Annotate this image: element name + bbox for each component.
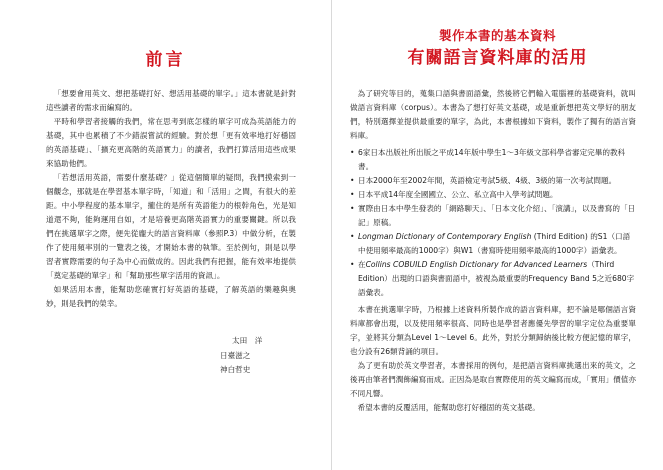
source-item (350, 188, 636, 202)
bullet-icon: • (350, 260, 355, 269)
source-item (350, 258, 636, 300)
body-paragraph: 本書在挑選單字時，乃根據上述資料所製作成的語言資料庫，把不論是哪個語言資料庫都會出現，以及使用頻率很高、同時也是學習者應優先學習的單字定位為重要單字，並將其分類為Level 1～Level 6。此外，對於分類歸納後比較方便記憶的單字，也分設有26類背誦的項目。 (350, 305, 636, 356)
source-prefix: 在 (358, 260, 366, 269)
bullet-icon: • (350, 176, 355, 185)
left-page (0, 0, 331, 470)
preface-paragraph: 平時和學習者接觸的我們，常在思考到底怎樣的單字可成為英語能力的基礎，其中也累積了不少錯誤嘗試的經驗。對於想「更有效率地打好穩固的英語基礎」、「擴充更高階的英語實力」的讀者，我們打算活用這些成果來協助他們。 (46, 117, 296, 168)
section-subtitle: 製作本書的基本資料 (438, 28, 556, 43)
source-text: 6家日本出版社所出版之平成14年版中學生1～3年級文部科學省審定完畢的教科書。 (358, 148, 626, 171)
dictionary-title: Longman Dictionary of Contemporary English (358, 232, 532, 241)
intro-paragraph: 為了研究等目的，蒐集口語與書面語彙，然後將它們輸入電腦裡的基礎資料，就叫做語言資料庫（corpus）。本書為了想打好英文基礎，或是重新想把英文學好的朋友們，特別選擇並提供最重要的單字，為此，本書根據如下資料，製作了獨有的語言資料庫。 (350, 89, 636, 140)
source-item (350, 202, 636, 230)
body-paragraph: 為了更有助於英文學習者，本書採用的例句，是把語言資料庫挑選出來的英文，之後再由筆者們潤飾編寫而成。正因為是取自實際使用的英文編寫而成，「實用」價值亦不同凡響。 (350, 361, 636, 398)
preface-paragraph: 「若想活用英語，需要什麼基礎？」從這個簡單的疑問，我們摸索到一個觀念，那就是在學習基本單字時，「知道」和「活用」之間，有很大的差距。中小學程度的基本單字，攏住的是所有英語能力的根幹角色，光是知道還不夠，能夠運用自如，才是培養更高階英語實力的重要關鍵。所以我們在挑選單字之際，便先從龐大的語言資料庫（參照P.3）中做分析，在製作了使用頻率別的一覽表之後，才開始本書的執筆。至於例句，則是以學習者實際需要的句子為中心而做成的。因此我們有把握，能有效率地提供「奠定基礎的單字」和「幫助那些單字活用的資訊」。 (46, 173, 296, 280)
source-text: (Third Edition) 的S1（口語中使用頻率最高的1000字）與W1（書寫時使用頻率最高的1000字）語彙表。 (358, 232, 631, 255)
source-text: 實際由日本中學生發表的「網路聊天」、「日本文化介紹」、「演講」，以及書寫的「日記」原稿。 (358, 204, 636, 227)
source-item (350, 174, 636, 188)
source-text: （Third Edition）出現的口語與書面語中，被視為最重要的Frequency Band 5之近680字語彙表。 (358, 260, 635, 297)
preface-paragraph: 「想要會用英文、想把基礎打好、想活用基礎的單字。」這本書就是針對這些讀者的需求而編寫的。 (46, 89, 296, 112)
author-name: 太田 洋 (232, 336, 263, 345)
source-text: 日本平成14年度全國國立、公立、私立高中入學考試問題。 (358, 190, 558, 199)
bullet-icon: • (350, 232, 355, 241)
bullet-icon: • (350, 204, 355, 213)
source-item (350, 230, 636, 258)
bullet-icon: • (350, 190, 355, 199)
source-text: 日本2000年至2002年間，英語檢定考試5級、4級、3級的第一次考試問題。 (358, 176, 617, 185)
right-page (332, 0, 663, 470)
corpus-body (350, 87, 636, 415)
source-item (350, 146, 636, 174)
bullet-icon: • (350, 148, 355, 157)
author-name: 日臺滋之 (220, 350, 251, 360)
preface-title: 前言 (145, 50, 186, 70)
body-paragraph: 希望本書的反覆活用，能幫助您打好穩固的英文基礎。 (357, 403, 540, 412)
source-list (350, 146, 636, 300)
preface-body (46, 87, 296, 311)
section-title: 有關語言資料庫的活用 (407, 48, 588, 68)
preface-paragraph: 如果活用本書，能幫助您確實打好英語的基礎，了解英語的樂趣與奧妙，則是我們的榮幸。 (46, 285, 296, 308)
author-name: 神白哲史 (220, 365, 251, 374)
author-signatures (220, 334, 262, 378)
dictionary-title: Collins COBUILD English Dictionary for Advanced Learners (365, 260, 588, 269)
